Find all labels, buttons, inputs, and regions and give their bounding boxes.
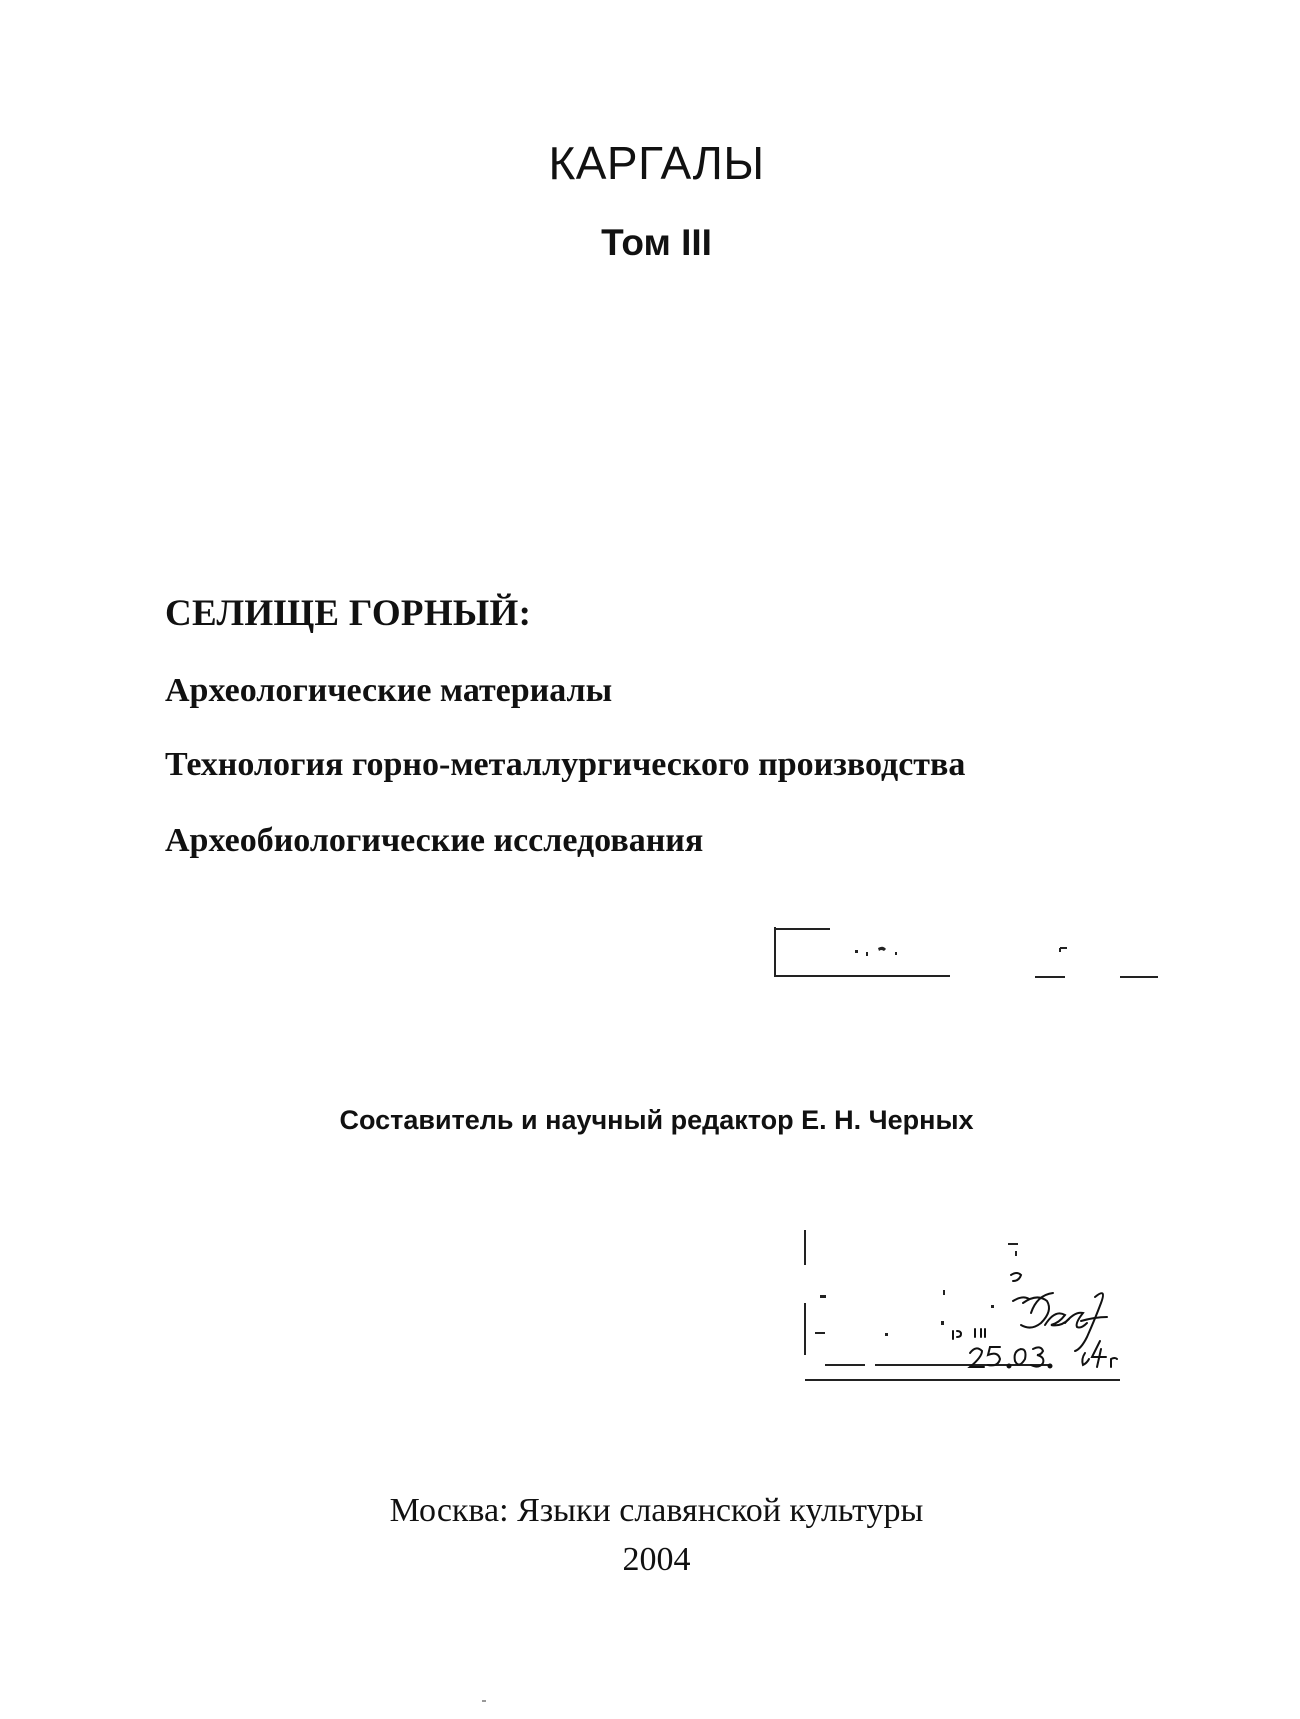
publication-year: 2004 [622, 1541, 691, 1578]
publisher-line: Москва: Языки славянской культуры [389, 1492, 924, 1529]
series-title: КАРГАЛЫ [548, 137, 765, 189]
compiler-editor-credit: Составитель и научный редактор Е. Н. Черных [339, 1105, 974, 1135]
subtitle-mining-technology: Технология горно-металлургического производства [165, 746, 966, 783]
book-title: СЕЛИЩЕ ГОРНЫЙ: [165, 593, 532, 634]
scan-speck [482, 1700, 486, 1702]
subtitle-archaeological-materials: Археологические материалы [165, 672, 613, 709]
volume-number: Том III [601, 222, 712, 263]
library-stamp-signature [795, 1225, 1135, 1390]
subtitle-archaeobiological-research: Археобиологические исследования [165, 822, 704, 859]
library-stamp-top [770, 922, 1170, 982]
